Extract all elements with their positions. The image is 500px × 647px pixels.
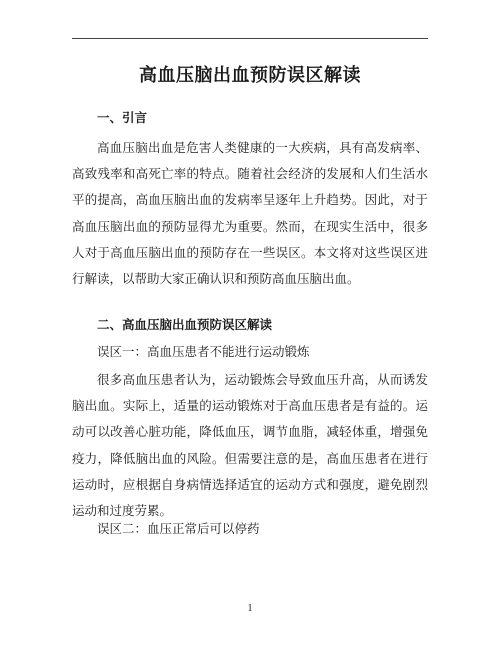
section-heading-introduction: 一、引言 <box>97 110 148 125</box>
myth-two-label: 误区二：血压正常后可以停药 <box>97 521 260 536</box>
paragraph-myth-one: 很多高血压患者认为，运动锻炼会导致血压升高，从而诱发脑出血。实际上，适量的运动锻炼对于高血压患者是有益的。运动可以改善心脏功能，降低血压，调节血脂，减轻体重，增强免疫力，降低脑出血的风险。但需要注意的是，高血压患者在进行运动时，应根据自身病情选择适宜的运动方式和强度，避免剧烈运动和过度劳累。 <box>72 372 428 519</box>
section-heading-myths: 二、高血压脑出血预防误区解读 <box>97 317 273 332</box>
page-number: 1 <box>247 603 253 614</box>
paragraph-introduction: 高血压脑出血是危害人类健康的一大疾病，具有高发病率、高致残率和高死亡率的特点。随着社会经济的发展和人们生活水平的提高，高血压脑出血的发病率呈逐年上升趋势。因此，对于高血压脑出血的预防显得尤为重要。然而，在现实生活中，很多人对于高血压脑出血的预防存在一些误区。本文将对这些误区进行解读，以帮助大家正确认识和预防高血压脑出血。 <box>72 140 428 287</box>
document-title: 高血压脑出血预防误区解读 <box>139 65 361 86</box>
header-rule <box>72 38 428 39</box>
myth-one-label: 误区一：高血压患者不能进行运动锻炼 <box>97 344 310 359</box>
